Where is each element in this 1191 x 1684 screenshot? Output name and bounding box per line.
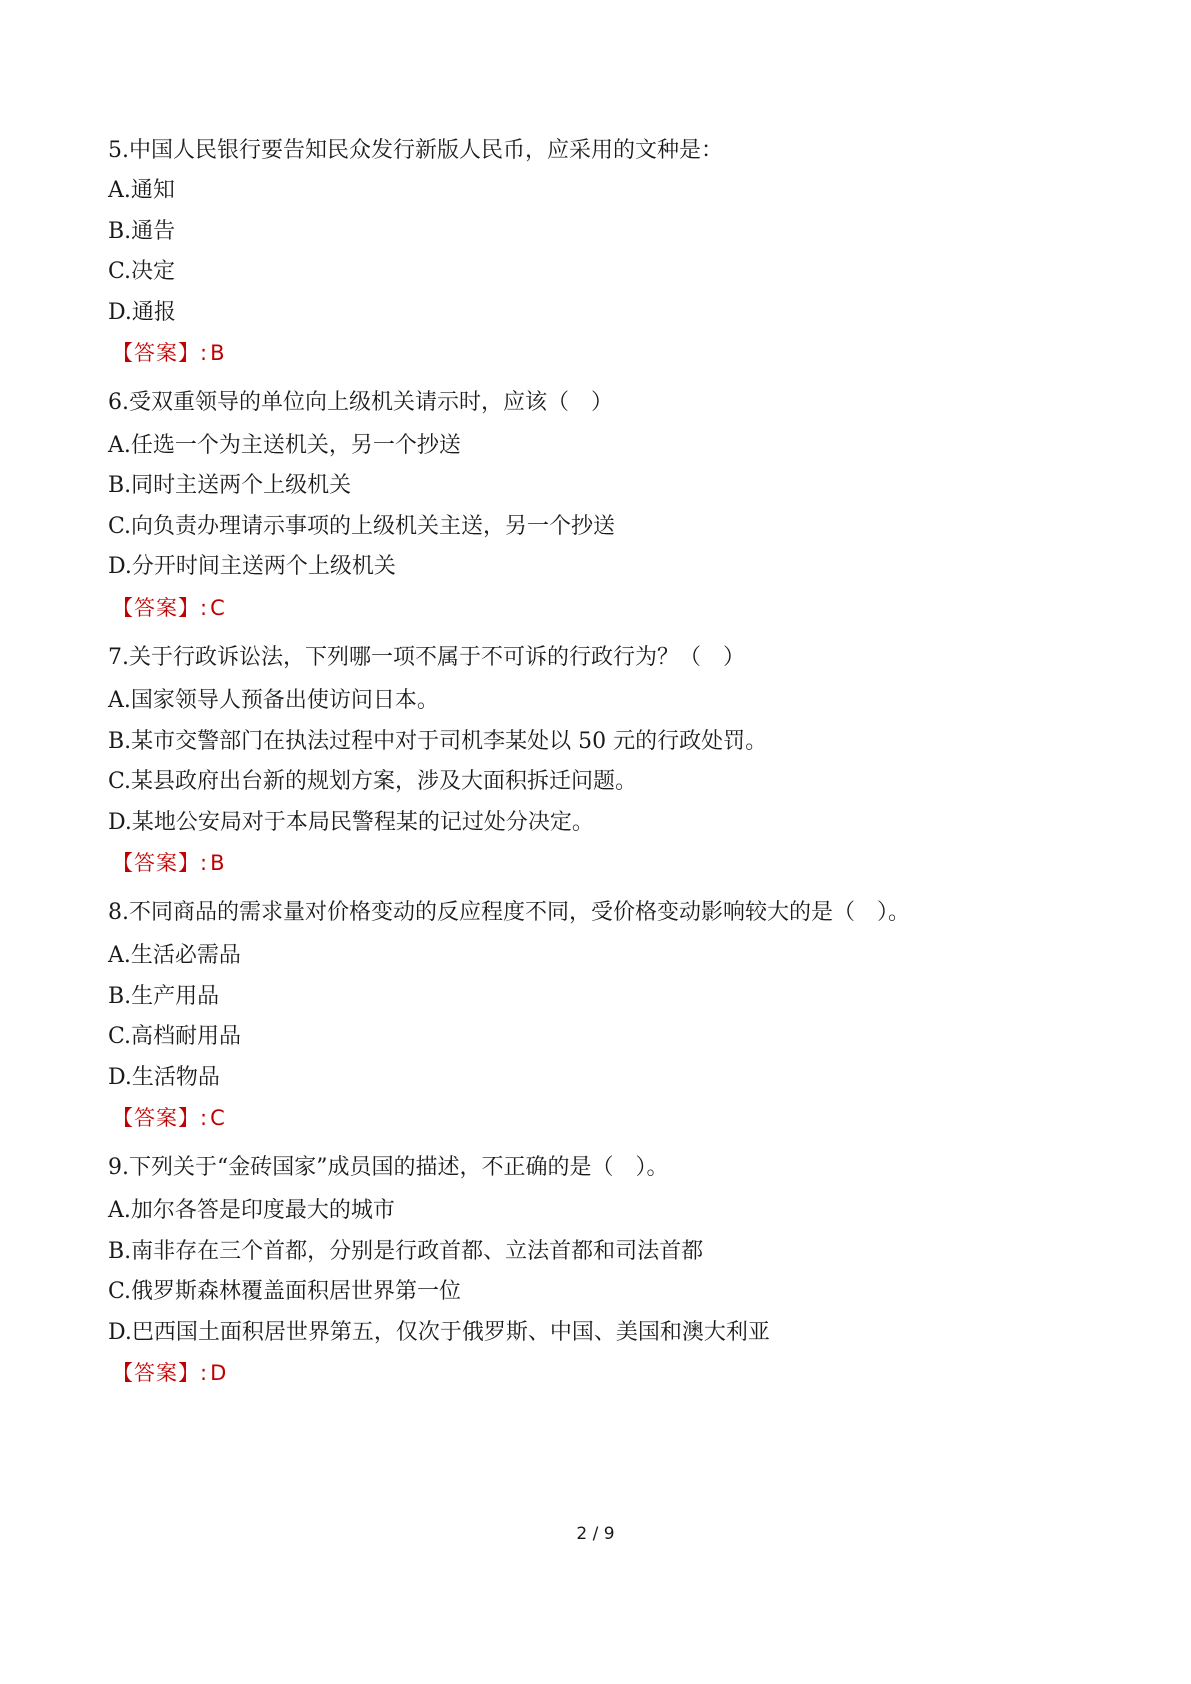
- answer-value: D: [210, 1361, 227, 1385]
- question-5-option-a: A.通知: [108, 178, 175, 203]
- question-6-answer: [112, 593, 225, 623]
- question-8-option-b: B.生产用品: [108, 984, 220, 1009]
- question-9-option-a: A.加尔各答是印度最大的城市: [108, 1198, 395, 1223]
- answer-value: B: [210, 851, 225, 875]
- question-6-stem: 6.受双重领导的单位向上级机关请示时，应该（ ）: [108, 390, 613, 415]
- answer-value: B: [210, 341, 225, 365]
- answer-value: C: [210, 596, 225, 620]
- question-8-option-c: C.高档耐用品: [108, 1024, 242, 1049]
- question-5-option-d: D.通报: [108, 300, 176, 325]
- question-7-answer: [112, 848, 225, 878]
- question-8-option-a: A.生活必需品: [108, 943, 241, 968]
- question-5-stem: 5.中国人民银行要告知民众发行新版人民币，应采用的文种是：: [108, 138, 723, 163]
- answer-value: C: [210, 1106, 225, 1130]
- question-7-option-b: B.某市交警部门在执法过程中对于司机李某处以 50 元的行政处罚。: [108, 729, 768, 754]
- answer-label: 【答案】:: [112, 596, 209, 620]
- question-8-stem: 8.不同商品的需求量对价格变动的反应程度不同，受价格变动影响较大的是（ ）。: [108, 900, 910, 925]
- question-7-option-a: A.国家领导人预备出使访问日本。: [108, 688, 439, 713]
- question-9-option-c: C.俄罗斯森林覆盖面积居世界第一位: [108, 1279, 462, 1304]
- answer-label: 【答案】:: [112, 341, 209, 365]
- page-number: 2 / 9: [576, 1524, 615, 1544]
- question-7-stem: 7.关于行政诉讼法，下列哪一项不属于不可诉的行政行为？（ ）: [108, 645, 745, 670]
- question-9-option-b: B.南非存在三个首都，分别是行政首都、立法首都和司法首都: [108, 1239, 704, 1264]
- question-9-answer: [112, 1358, 226, 1388]
- question-5-option-c: C.决定: [108, 259, 176, 284]
- question-6-option-c: C.向负责办理请示事项的上级机关主送，另一个抄送: [108, 514, 616, 539]
- question-7-option-c: C.某县政府出台新的规划方案，涉及大面积拆迁问题。: [108, 769, 638, 794]
- question-8-option-d: D.生活物品: [108, 1065, 220, 1090]
- question-6-option-d: D.分开时间主送两个上级机关: [108, 554, 396, 579]
- answer-label: 【答案】:: [112, 1361, 209, 1385]
- question-7-option-d: D.某地公安局对于本局民警程某的记过处分决定。: [108, 810, 594, 835]
- question-5-answer: [112, 338, 225, 368]
- question-6-option-a: A.任选一个为主送机关，另一个抄送: [108, 433, 461, 458]
- answer-label: 【答案】:: [112, 1106, 209, 1130]
- question-9-stem: 9.下列关于“金砖国家”成员国的描述，不正确的是（ ）。: [108, 1155, 669, 1180]
- answer-label: 【答案】:: [112, 851, 209, 875]
- question-9-option-d: D.巴西国土面积居世界第五，仅次于俄罗斯、中国、美国和澳大利亚: [108, 1320, 770, 1345]
- question-8-answer: [112, 1103, 225, 1133]
- question-6-option-b: B.同时主送两个上级机关: [108, 473, 352, 498]
- question-5-option-b: B.通告: [108, 219, 176, 244]
